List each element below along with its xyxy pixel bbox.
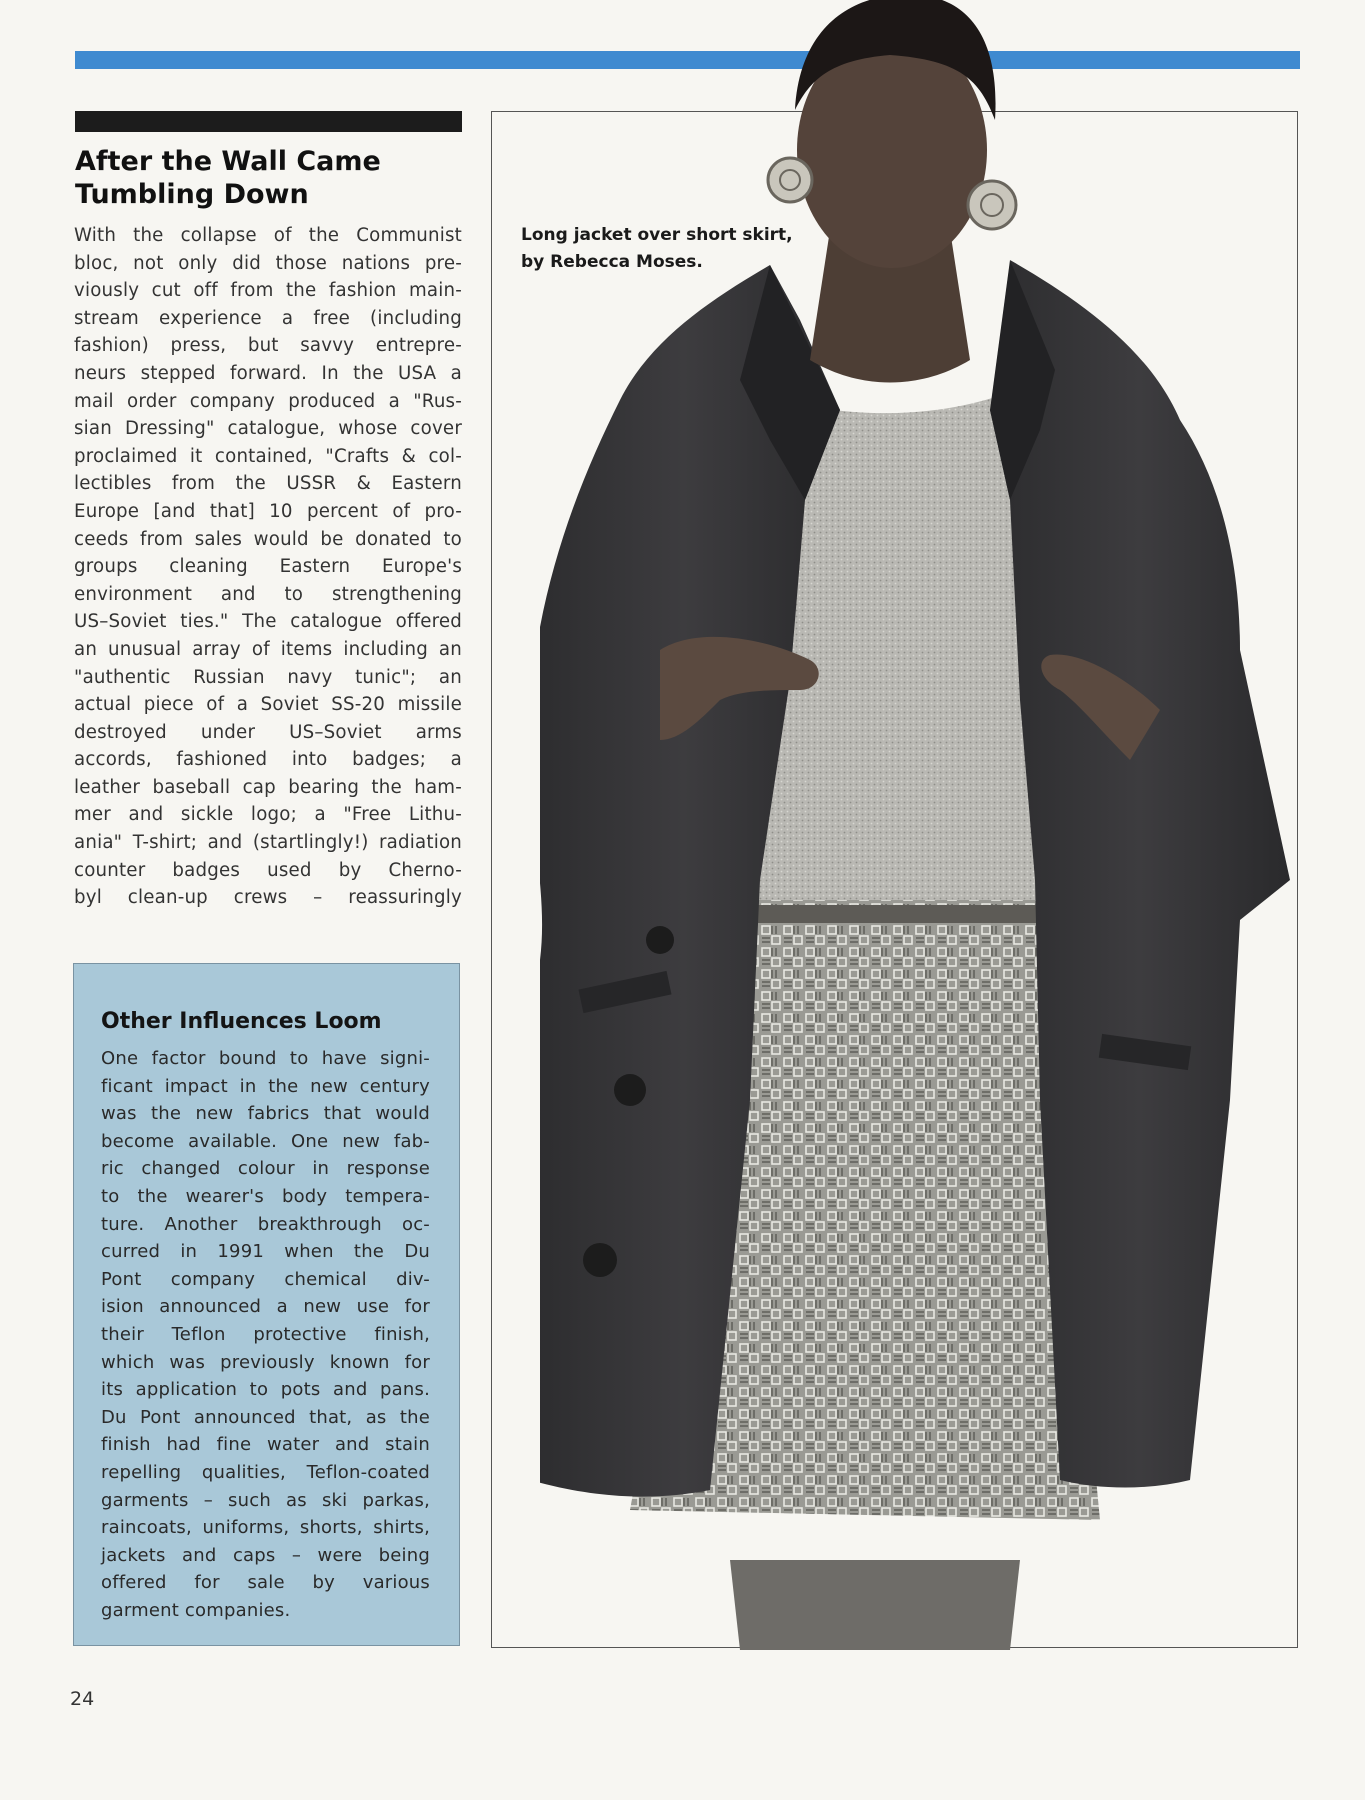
body-line: lectibles from the USSR & Eastern [74, 473, 462, 495]
sidebar-line: ric changed colour in response [101, 1158, 430, 1180]
photo-caption [521, 222, 841, 276]
caption-line: Long jacket over short skirt, [521, 225, 793, 245]
article-headline [75, 145, 465, 211]
sidebar-line: ision announced a new use for [101, 1296, 430, 1318]
body-line: leather baseball cap bearing the ham- [74, 776, 462, 798]
body-line: With the collapse of the Communist [74, 225, 462, 246]
sidebar-line: Pont company chemical div- [101, 1268, 430, 1290]
sidebar-line: jackets and caps – were being [101, 1544, 430, 1566]
body-line: counter badges used by Cherno- [74, 859, 462, 881]
body-line: "authentic Russian navy tunic"; an [74, 666, 462, 688]
body-line: viously cut off from the fashion main- [74, 280, 462, 302]
body-line: ceeds from sales would be donated to [74, 528, 462, 550]
sidebar-line: garments – such as ski parkas, [101, 1489, 430, 1511]
body-line: groups cleaning Eastern Europe's [74, 556, 462, 578]
body-line: mail order company produced a "Rus- [74, 390, 462, 412]
sidebar-line: ficant impact in the new century [101, 1075, 430, 1097]
body-line: environment and to strengthening [74, 583, 462, 605]
article-body [74, 222, 462, 912]
sidebar-line: was the new fabrics that would [101, 1103, 430, 1125]
body-line: mer and sickle logo; a "Free Lithu- [74, 804, 462, 826]
body-line: neurs stepped forward. In the USA a [74, 362, 462, 384]
sidebar-line: curred in 1991 when the Du [101, 1241, 430, 1263]
sidebar-title: Other Influences Loom [101, 1009, 382, 1034]
sidebar-line: finish had fine water and stain [101, 1434, 430, 1456]
headline-line: After the Wall Came [75, 146, 381, 177]
body-line: byl clean-up crews – reassuringly [74, 887, 462, 909]
sidebar-line: raincoats, uniforms, shorts, shirts, [101, 1517, 430, 1539]
sidebar-line: repelling qualities, Teflon-coated [101, 1461, 430, 1483]
body-line: fashion) press, but savvy entrepre- [74, 335, 462, 357]
body-line: US–Soviet ties." The catalogue offered [74, 611, 462, 633]
body-line: proclaimed it contained, "Crafts & col- [74, 445, 462, 467]
sidebar-line: their Teflon protective finish, [101, 1323, 430, 1345]
sidebar-body [101, 1045, 430, 1624]
body-line: Europe [and that] 10 percent of pro- [74, 500, 462, 522]
body-line: accords, fashioned into badges; a [74, 749, 462, 771]
sidebar-line: ture. Another breakthrough oc- [101, 1213, 430, 1235]
body-line: stream experience a free (including [74, 307, 462, 329]
body-line: destroyed under US–Soviet arms [74, 721, 462, 743]
sidebar-line: become available. One new fab- [101, 1130, 430, 1152]
body-line: actual piece of a Soviet SS-20 missile [74, 694, 462, 716]
sidebar-line: offered for sale by various [101, 1572, 430, 1594]
sidebar-line: to the wearer's body tempera- [101, 1185, 430, 1207]
sidebar-line: Du Pont announced that, as the [101, 1406, 430, 1428]
body-line: an unusual array of items including an [74, 638, 462, 660]
headline-rule [75, 111, 462, 132]
sidebar-box [73, 963, 460, 1646]
body-line: bloc, not only did those nations pre- [74, 252, 462, 274]
sidebar-line: garment companies. [101, 1599, 291, 1621]
body-line: sian Dressing" catalogue, whose cover [74, 418, 462, 440]
page-number: 24 [70, 1688, 95, 1710]
sidebar-line: One factor bound to have signi- [101, 1048, 430, 1069]
sidebar-line: which was previously known for [101, 1351, 430, 1373]
sidebar-line: its application to pots and pans. [101, 1379, 430, 1401]
headline-line: Tumbling Down [75, 179, 309, 210]
body-line: ania" T-shirt; and (startlingly!) radiation [74, 832, 462, 854]
caption-line: by Rebecca Moses. [521, 252, 703, 272]
